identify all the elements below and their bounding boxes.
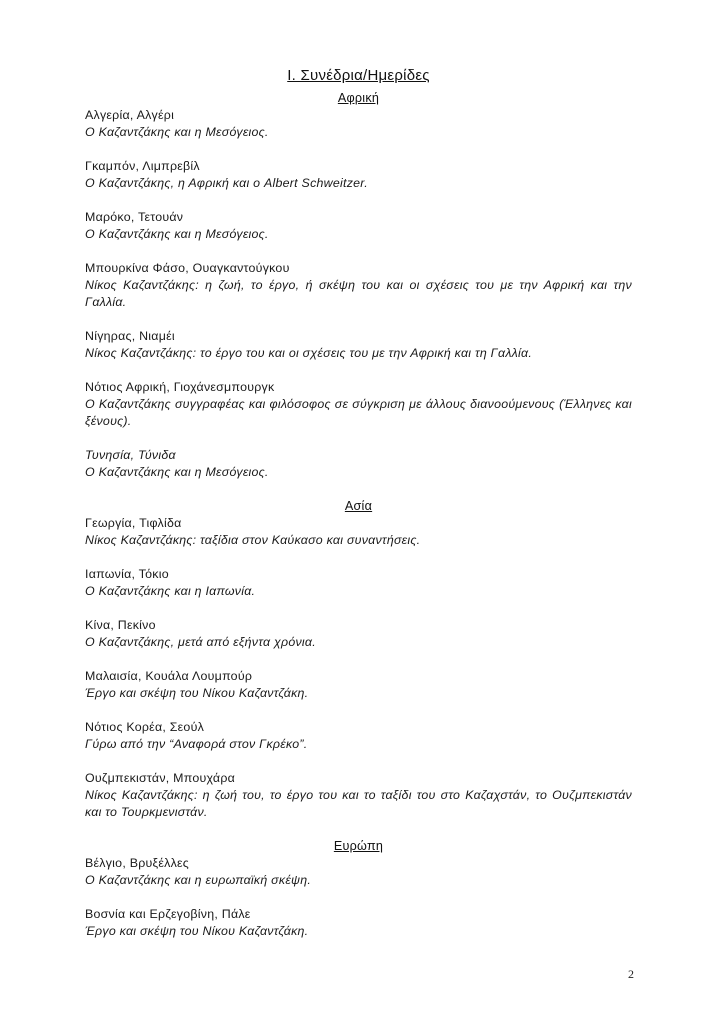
entry-place: Κίνα, Πεκίνο	[85, 618, 156, 632]
entry-description: Ο Καζαντζάκης και η Μεσόγειος.	[85, 227, 269, 241]
list-item	[85, 566, 632, 600]
entry-description: Νίκος Καζαντζάκης: η ζωή, το έργο, ή σκέψη του και οι σχέσεις του με την Αφρική και την Γαλλία.	[85, 278, 632, 309]
entry-place: Τυνησία, Τύνιδα	[85, 448, 176, 462]
list-item	[85, 158, 632, 192]
entry-place: Νότιος Κορέα, Σεούλ	[85, 720, 205, 734]
entry-place: Νότιος Αφρική, Γιοχάνεσμπουργκ	[85, 380, 275, 394]
list-item	[85, 770, 632, 821]
entry-description: Γύρω από την “Αναφορά στον Γκρέκο”.	[85, 737, 308, 751]
list-item	[85, 515, 632, 549]
entry-place: Μαρόκο, Τετουάν	[85, 210, 184, 224]
entry-description: Νίκος Καζαντζάκης: η ζωή του, το έργο του και το ταξίδι του στο Καζαχστάν, το Ουζμπεκιστάν και το Τουρκμενιστάν.	[85, 788, 632, 819]
entry-description: Ο Καζαντζάκης και η Μεσόγειος.	[85, 125, 269, 139]
entry-description: Ο Καζαντζάκης, η Αφρική και ο Albert Schweitzer.	[85, 176, 368, 190]
region-heading-europe: Ευρώπη	[333, 839, 384, 853]
entry-description: Έργο και σκέψη του Νίκου Καζαντζάκη.	[85, 686, 309, 700]
entry-description: Έργο και σκέψη του Νίκου Καζαντζάκη.	[85, 924, 309, 938]
region-heading-asia: Ασία	[344, 499, 373, 513]
entry-place: Αλγερία, Αλγέρι	[85, 108, 175, 122]
page-content	[85, 67, 632, 957]
region-heading-africa: Αφρική	[337, 91, 380, 105]
entry-description: Ο Καζαντζάκης και η Μεσόγειος.	[85, 465, 269, 479]
list-item	[85, 107, 632, 141]
entry-place: Βοσνία και Ερζεγοβίνη, Πάλε	[85, 907, 251, 921]
entry-description: Ο Καζαντζάκης και η Ιαπωνία.	[85, 584, 256, 598]
list-item	[85, 617, 632, 651]
entry-place: Μπουρκίνα Φάσο, Ουαγκαντούγκου	[85, 261, 290, 275]
entry-description: Ο Καζαντζάκης και η ευρωπαϊκή σκέψη.	[85, 873, 312, 887]
entry-place: Ουζμπεκιστάν, Μπουχάρα	[85, 771, 236, 785]
entry-place: Γεωργία, Τιφλίδα	[85, 516, 182, 530]
page-number: 2	[628, 967, 634, 981]
entry-place: Γκαμπόν, Λιμπρεβίλ	[85, 159, 200, 173]
list-item	[85, 379, 632, 430]
list-item	[85, 447, 632, 481]
entry-place: Ιαπωνία, Τόκιο	[85, 567, 169, 581]
entry-description: Ο Καζαντζάκης συγγραφέας και φιλόσοφος σε σύγκριση με άλλους διανοούμενους (Έλληνες και ξένους).	[85, 397, 632, 428]
entry-description: Ο Καζαντζάκης, μετά από εξήντα χρόνια.	[85, 635, 316, 649]
entry-place: Νίγηρας, Νιαμέι	[85, 329, 175, 343]
page-title: I. Συνέδρια/Ημερίδες	[287, 67, 430, 84]
entry-place: Βέλγιο, Βρυξέλλες	[85, 856, 190, 870]
list-item	[85, 668, 632, 702]
list-item	[85, 328, 632, 362]
list-item	[85, 260, 632, 311]
entry-description: Νίκος Καζαντζάκης: το έργο του και οι σχέσεις του με την Αφρική και τη Γαλλία.	[85, 346, 533, 360]
entry-description: Νίκος Καζαντζάκης: ταξίδια στον Καύκασο και συναντήσεις.	[85, 533, 421, 547]
list-item	[85, 209, 632, 243]
list-item	[85, 719, 632, 753]
list-item	[85, 906, 632, 940]
list-item	[85, 855, 632, 889]
entry-place: Μαλαισία, Κουάλα Λουμπούρ	[85, 669, 253, 683]
